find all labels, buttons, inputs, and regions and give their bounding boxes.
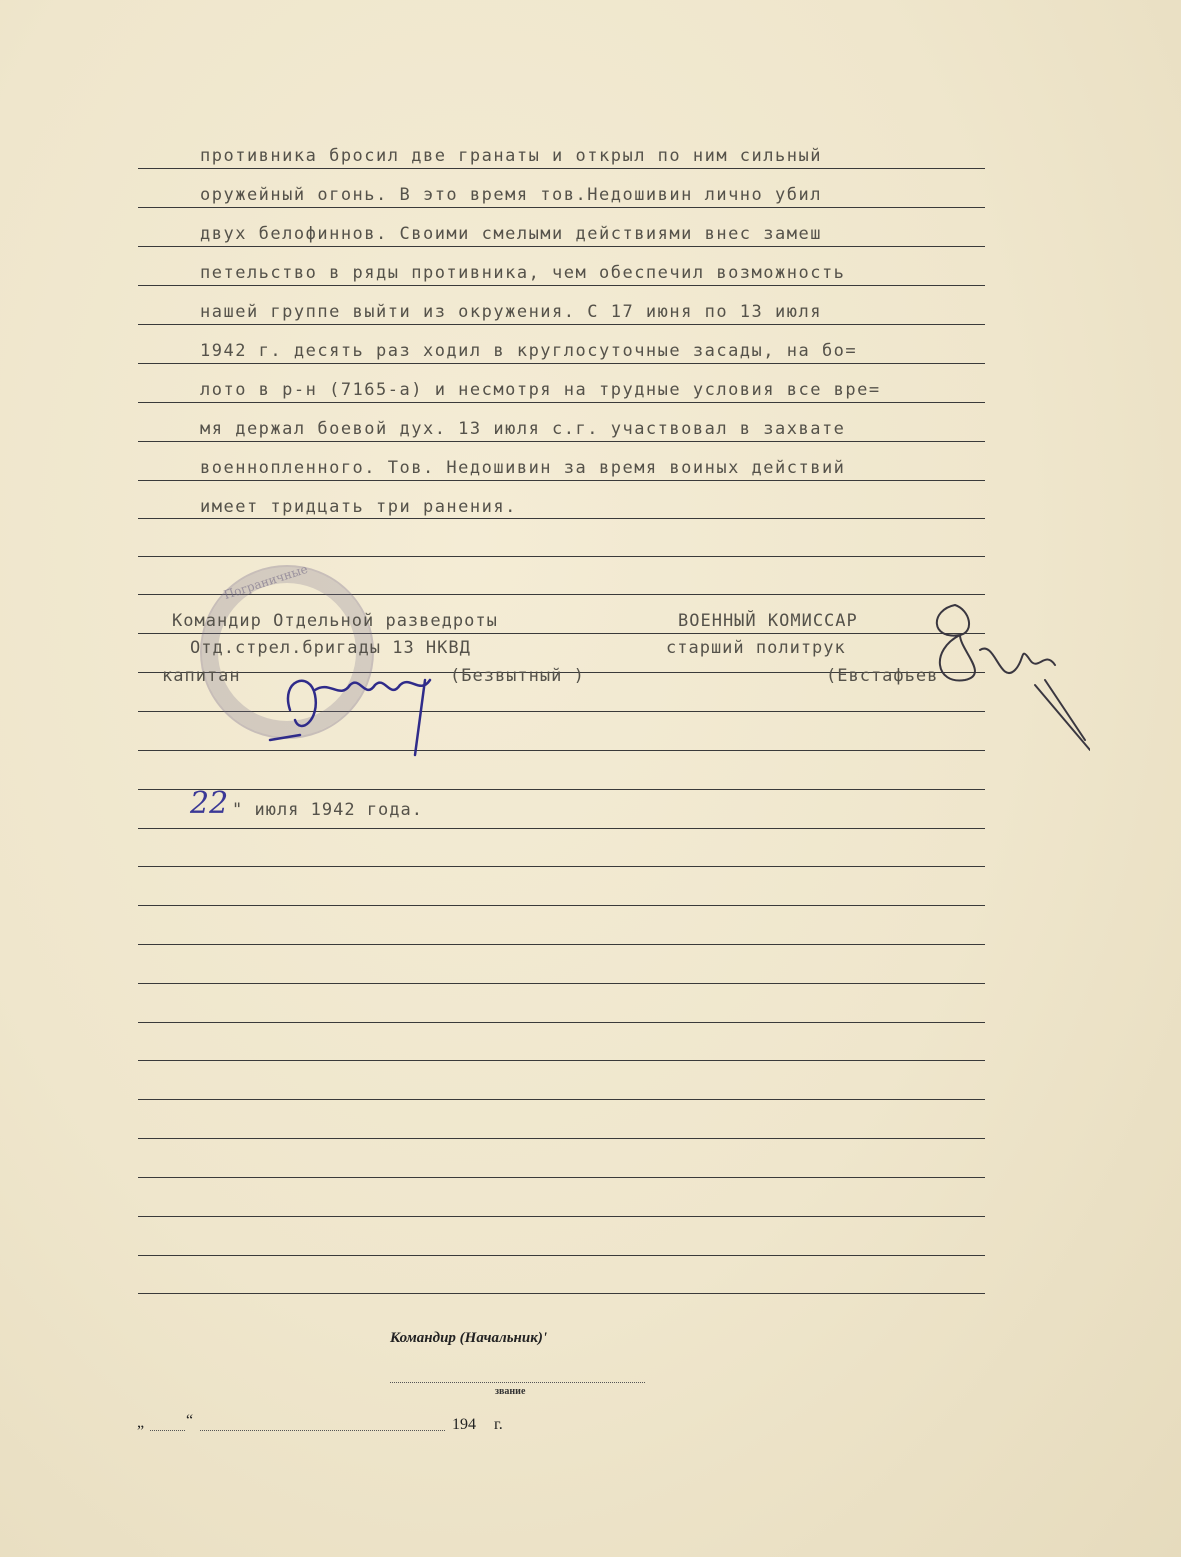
rank-caption: звание	[495, 1386, 526, 1397]
date-prefix: „	[137, 1414, 145, 1431]
ruled-line	[138, 828, 985, 829]
ruled-line	[138, 1255, 985, 1256]
ruled-line	[138, 1177, 985, 1178]
ruled-line	[138, 402, 985, 403]
body-line: оружейный огонь. В это время тов.Недошивин лично убил	[200, 185, 822, 205]
day-dotted-line	[150, 1430, 185, 1431]
ruled-line	[138, 789, 985, 790]
ruled-line	[138, 1022, 985, 1023]
ruled-line	[138, 246, 985, 247]
body-line: лото в р-н (7165-а) и несмотря на трудные условия все вре=	[200, 380, 881, 400]
right-signatory-title: ВОЕННЫЙ КОМИССАР	[678, 611, 858, 631]
ruled-line	[138, 556, 985, 557]
stamp-text: Пограничные	[221, 561, 310, 603]
date-quote: “	[186, 1412, 194, 1429]
body-line: мя держал боевой дух. 13 июля с.г. участвовал в захвате	[200, 419, 846, 439]
body-line: петельство в ряды противника, чем обеспечил возможность	[200, 263, 846, 283]
left-signatory-name: (Безвытный )	[450, 666, 585, 686]
ruled-line	[138, 866, 985, 867]
left-signature-icon	[260, 640, 460, 760]
left-signatory-unit: Отд.стрел.бригады 13 НКВД	[190, 638, 471, 658]
right-signatory-name: (Евстафьев	[826, 666, 939, 686]
ruled-line	[138, 944, 985, 945]
right-signatory-rank: старший политрук	[666, 638, 846, 658]
ruled-line	[138, 1138, 985, 1139]
ruled-line	[138, 518, 985, 519]
commander-label: Командир (Начальник)'	[390, 1330, 547, 1346]
body-line: военнопленного. Тов. Недошивин за время воиных действий	[200, 458, 846, 478]
body-line: противника бросил две гранаты и открыл по ним сильный	[200, 146, 822, 166]
ruled-line	[138, 1216, 985, 1217]
ruled-line	[138, 1099, 985, 1100]
rank-dotted-line	[390, 1382, 645, 1383]
year-printed: 194	[452, 1416, 476, 1433]
right-signature-icon	[920, 590, 1090, 760]
ruled-line	[138, 441, 985, 442]
ruled-line	[138, 207, 985, 208]
ruled-line	[138, 324, 985, 325]
ruled-line	[138, 285, 985, 286]
ruled-line	[138, 168, 985, 169]
ruled-line	[138, 363, 985, 364]
body-line: 1942 г. десять раз ходил в круглосуточные засады, на бо=	[200, 341, 858, 361]
left-signatory-title: Командир Отдельной разведроты	[172, 611, 498, 631]
typed-date: " июля 1942 года.	[232, 800, 423, 820]
left-signatory-rank: капитан	[162, 666, 241, 686]
ruled-line	[138, 1293, 985, 1294]
ruled-line	[138, 905, 985, 906]
ruled-line	[138, 480, 985, 481]
ruled-line	[138, 1060, 985, 1061]
month-dotted-line	[200, 1430, 445, 1431]
ruled-line	[138, 983, 985, 984]
handwritten-day: 22	[190, 786, 229, 821]
body-line: двух белофиннов. Своими смелыми действиями внес замеш	[200, 224, 822, 244]
body-line: нашей группе выйти из окружения. С 17 июня по 13 июля	[200, 302, 822, 322]
year-suffix: г.	[494, 1416, 503, 1433]
body-line: имеет тридцать три ранения.	[200, 497, 517, 517]
